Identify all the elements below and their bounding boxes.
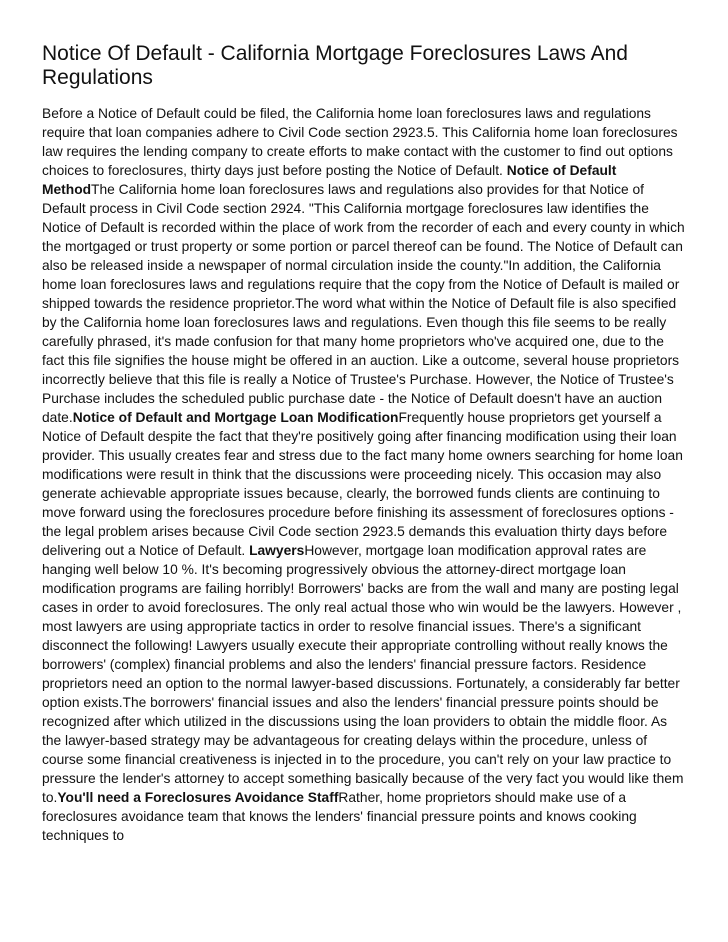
section-heading-lawyers: Lawyers <box>249 543 305 558</box>
body-text: Rather, home proprietors should make use of a foreclosures avoidance team that knows the lenders' financial pressure points and knows cooking techniques to <box>42 790 637 843</box>
section-heading-loan-modification: Notice of Default and Mortgage Loan Modification <box>72 410 399 425</box>
body-text: However, mortgage loan modification approval rates are hanging well below 10 %. It's becoming progressively obvious the attorney-direct mortgage loan modification programs are failing horribly! Borrowers' backs are from the wall and many are posting legal cases in order to avoid foreclosures. The only real actual those who win would be the lawyers. However , most lawyers are using appropriate tactics in order to resolve financial issues. There's a significant disconnect the following! Lawyers usually execute their appropriate controlling without really knows the borrowers' (complex) financial problems and also the lenders' financial pressure factors. Residence proprietors need an option to the normal lawyer-based discussions. Fortunately, a considerably far better option exists.The borrowers' financial issues and also the lenders' financial pressure points should be recognized after which utilized in the discussions using the loan providers to obtain the middle floor. As the lawyer-based strategy may be advantageous for creating delays within the procedure, unless of course some financial creativeness is injected in to the procedure, you can't rely on your law practice to pressure the lender's attorney to accept something basically because of the very fact you would like them to. <box>42 543 684 805</box>
article-body <box>42 104 688 845</box>
document-page <box>42 42 688 845</box>
section-heading-avoidance-staff: You'll need a Foreclosures Avoidance Staff <box>57 790 339 805</box>
section-heading-notice-of-default-method: Notice of Default Method <box>42 163 617 197</box>
body-text: The California home loan foreclosures laws and regulations also provides for that Notice of Default process in Civil Code section 2924. "This California mortgage foreclosures law identifies the Notice of Default is recorded within the place of work from the recorder of each and every county in which the mortgaged or trust property or some portion or parcel thereof can be found. The Notice of Default can also be released inside a newspaper of normal circulation inside the county."In addition, the California home loan foreclosures laws and regulations require that the copy from the Notice of Default is mailed or shipped towards the residence proprietor.The word what within the Notice of Default file is also specified by the California home loan foreclosures laws and regulations. Even though this file seems to be really carefully phrased, it's made confusion for that many home proprietors who've acquired one, due to the fact this file signifies the house might be offered in an auction. Like a outcome, several house proprietors incorrectly believe that this file is really a Notice of Trustee's Purchase. However, the Notice of Trustee's Purchase includes the scheduled public purchase date - the Notice of Default doesn't have an auction date. <box>42 182 685 425</box>
body-text: Frequently house proprietors get yourself a Notice of Default despite the fact that they're positively going after financing modification using their loan provider. This usually creates fear and stress due to the fact many home owners searching for home loan modifications were result in think that the discussions were proceeding nicely. This occasion may also generate achievable appropriate issues because, clearly, the borrowed funds clients are continuing to move forward using the foreclosures procedure before finishing its assessment of foreclosures options - the legal problem arises because Civil Code section 2923.5 demands this evaluation thirty days before delivering out a Notice of Default. <box>42 410 683 558</box>
body-text: Before a Notice of Default could be filed, the California home loan foreclosures laws and regulations require that loan companies adhere to Civil Code section 2923.5. This California home loan foreclosures law requires the lending company to create efforts to make contact with the customer to find out options choices to foreclosures, thirty days just before posting the Notice of Default. <box>42 106 678 178</box>
page-title: Notice Of Default - California Mortgage Foreclosures Laws And Regulations <box>42 42 628 89</box>
